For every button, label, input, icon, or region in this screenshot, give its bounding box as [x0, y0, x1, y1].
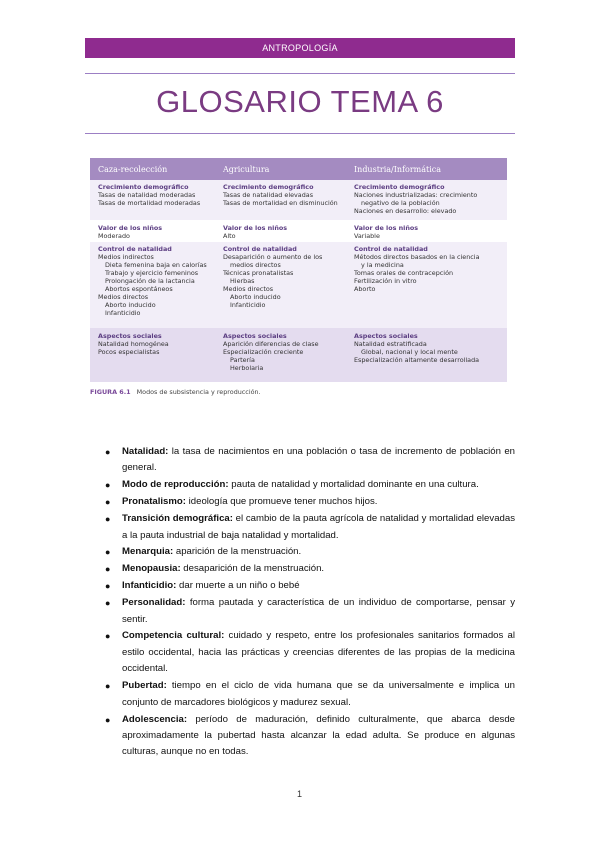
- figure-caption: [90, 388, 261, 396]
- bullet-icon: ●: [105, 497, 111, 508]
- cell-line: Tasas de mortalidad moderadas: [98, 199, 201, 207]
- caption-label: FIGURA 6.1: [90, 388, 131, 396]
- glossary-item: [105, 561, 515, 577]
- glossary-definition: tiempo en el ciclo de vida humana que se da universalmente e implica un conjunto de marcadores biológicos y madurez sexual.: [122, 680, 515, 708]
- bullet-icon: ●: [105, 547, 111, 558]
- glossary-term: Transición demográfica:: [122, 513, 233, 525]
- cell-heading: Aspectos sociales: [354, 332, 418, 340]
- glossary-term: Modo de reproducción:: [122, 479, 229, 491]
- cell-line: Desaparición o aumento de los: [223, 253, 323, 261]
- glossary-item: [105, 678, 515, 711]
- cell-line: Global, nacional y local mente: [361, 348, 458, 356]
- glossary-term: Menarquia:: [122, 546, 174, 558]
- glossary-definition: ideología que promueve tener muchos hijos.: [185, 496, 378, 508]
- cell-heading: Valor de los niños: [223, 224, 288, 232]
- bullet-icon: ●: [105, 564, 111, 575]
- figure-cell: [354, 224, 418, 240]
- cell-line: negativo de la población: [361, 199, 440, 207]
- glossary-term: Natalidad:: [122, 446, 169, 457]
- cell-line: Aborto inducido: [105, 301, 156, 309]
- glossary-term: Competencia cultural:: [122, 630, 225, 642]
- glossary-item: [105, 578, 515, 594]
- bullet-icon: ●: [105, 581, 111, 592]
- column-header-industry: Industria/Informática: [354, 165, 442, 174]
- cell-line: Infanticidio: [230, 301, 266, 309]
- glossary-term: Infanticidio:: [122, 580, 177, 592]
- cell-line: Dieta femenina baja en calorías: [105, 261, 207, 269]
- cell-heading: Control de natalidad: [98, 245, 172, 253]
- cell-line: Medios indirectos: [98, 253, 154, 261]
- cell-line: Tasas de mortalidad en disminución: [223, 199, 338, 207]
- figure-cell: [223, 183, 338, 207]
- bullet-icon: ●: [105, 480, 111, 491]
- glossary-item: [105, 511, 515, 544]
- cell-line: Especialización creciente: [223, 348, 304, 356]
- cell-heading: Control de natalidad: [223, 245, 297, 253]
- figure-cell: [223, 245, 322, 309]
- cell-line: Natalidad estratificada: [354, 340, 427, 348]
- cell-heading: Crecimiento demográfico: [98, 183, 189, 191]
- cell-line: Tasas de natalidad moderadas: [98, 191, 196, 199]
- top-divider: [85, 73, 515, 74]
- figure-cell: [98, 224, 162, 240]
- figure-cell: [223, 224, 287, 240]
- cell-line: Alto: [223, 232, 236, 240]
- bullet-icon: ●: [105, 714, 111, 725]
- reproduction-modes-figure: [90, 158, 507, 382]
- glossary-term: Pronatalismo:: [122, 496, 186, 508]
- cell-line: Infanticidio: [105, 309, 141, 317]
- cell-line: Medios directos: [98, 293, 149, 301]
- cell-line: Abortos espontáneos: [105, 285, 173, 293]
- glossary-term: Personalidad:: [122, 597, 186, 609]
- glossary-definition: el cambio de la pauta agrícola de natalidad y mortalidad elevadas a la pauta industrial de baja natalidad y mortalidad.: [122, 513, 515, 541]
- column-header-agriculture: Agricultura: [223, 165, 270, 174]
- course-header-bar: [85, 38, 515, 58]
- bullet-icon: ●: [105, 447, 111, 457]
- glossary-item: [105, 712, 515, 761]
- cell-line: Trabajo y ejercicio femeninos: [105, 269, 199, 277]
- cell-line: medios directos: [230, 261, 281, 269]
- page-title: GLOSARIO TEMA 6: [156, 84, 444, 119]
- glossary-definition: cuidado y respeto, entre los profesionales sanitarios formados al estilo occidental, hacia las prácticas y creencias diferentes de las propias de la medicina occidental.: [122, 630, 515, 675]
- cell-line: Tasas de natalidad elevadas: [223, 191, 314, 199]
- cell-line: Variable: [354, 232, 380, 240]
- column-header-hunting: Caza-recolección: [98, 165, 168, 174]
- glossary-item: [105, 544, 515, 560]
- cell-line: Pocos especialistas: [98, 348, 160, 356]
- glossary-term: Pubertad:: [122, 680, 167, 692]
- figure-cell: [98, 183, 200, 207]
- course-name: ANTROPOLOGÍA: [262, 43, 338, 53]
- cell-heading: Control de natalidad: [354, 245, 428, 253]
- figure-cell: [354, 245, 480, 293]
- cell-line: Aparición diferencias de clase: [223, 340, 319, 348]
- cell-line: Naciones industrializadas: crecimiento: [354, 191, 478, 199]
- figure-cell: [98, 245, 207, 317]
- cell-line: Moderado: [98, 232, 130, 240]
- glossary-item: [105, 628, 515, 677]
- glossary-item: [105, 477, 515, 493]
- cell-line: Técnicas pronatalistas: [223, 269, 294, 277]
- cell-line: Tomas orales de contracepción: [354, 269, 454, 277]
- glossary-definition: forma pautada y característica de un individuo de comportarse, pensar y sentir.: [122, 597, 515, 625]
- cell-line: Fertilización in vitro: [354, 277, 417, 285]
- cell-line: Métodos directos basados en la ciencia: [354, 253, 480, 261]
- figure-cell: [354, 332, 479, 364]
- cell-line: Natalidad homogénea: [98, 340, 169, 348]
- glossary-definition: aparición de la menstruación.: [173, 546, 302, 558]
- glossary-item: [105, 494, 515, 510]
- cell-heading: Crecimiento demográfico: [354, 183, 445, 191]
- cell-line: y la medicina: [361, 261, 404, 269]
- cell-line: Prolongación de la lactancia: [105, 277, 195, 285]
- glossary-term: Adolescencia:: [122, 713, 188, 725]
- glossary-item: [105, 444, 515, 477]
- bullet-icon: ●: [105, 681, 111, 692]
- glossary-definition: la tasa de nacimientos en una población o tasa de incremento de población en general.: [122, 446, 515, 474]
- bullet-icon: ●: [105, 514, 111, 525]
- figure-cell: [223, 332, 319, 372]
- title-divider: [85, 133, 515, 134]
- figure-cell: [354, 183, 477, 215]
- page-number: 1: [296, 789, 302, 799]
- glossary-definition: período de maduración, definido culturalmente, que abarca desde aproximadamente la pubertad hasta alcanzar la edad adulta. Se produce en algunas culturas, aunque no en todas.: [122, 713, 515, 758]
- glossary-definition: desaparición de la menstruación.: [180, 563, 325, 575]
- caption-text: Modos de subsistencia y reproducción.: [136, 388, 261, 396]
- glossary-definition: pauta de natalidad y mortalidad dominante en una cultura.: [228, 479, 479, 491]
- cell-line: Aborto: [354, 285, 376, 293]
- cell-line: Especialización altamente desarrollada: [354, 356, 480, 364]
- cell-heading: Crecimiento demográfico: [223, 183, 314, 191]
- bullet-icon: ●: [105, 631, 111, 642]
- glossary-list: [105, 444, 515, 761]
- cell-heading: Valor de los niños: [98, 224, 163, 232]
- cell-line: Naciones en desarrollo: elevado: [354, 207, 457, 215]
- figure-cell: [98, 332, 169, 356]
- cell-line: Medios directos: [223, 285, 274, 293]
- cell-heading: Aspectos sociales: [98, 332, 162, 340]
- cell-heading: Aspectos sociales: [223, 332, 287, 340]
- cell-line: Herbolaria: [230, 364, 264, 372]
- glossary-definition: dar muerte a un niño o bebé: [176, 580, 300, 592]
- cell-heading: Valor de los niños: [354, 224, 419, 232]
- glossary-term: Menopausia:: [122, 563, 181, 575]
- cell-line: Hierbas: [230, 277, 255, 285]
- bullet-icon: ●: [105, 598, 111, 609]
- figure-header-row: [90, 158, 507, 180]
- cell-line: Partería: [230, 356, 255, 364]
- glossary-item: [105, 595, 515, 628]
- cell-line: Aborto inducido: [230, 293, 281, 301]
